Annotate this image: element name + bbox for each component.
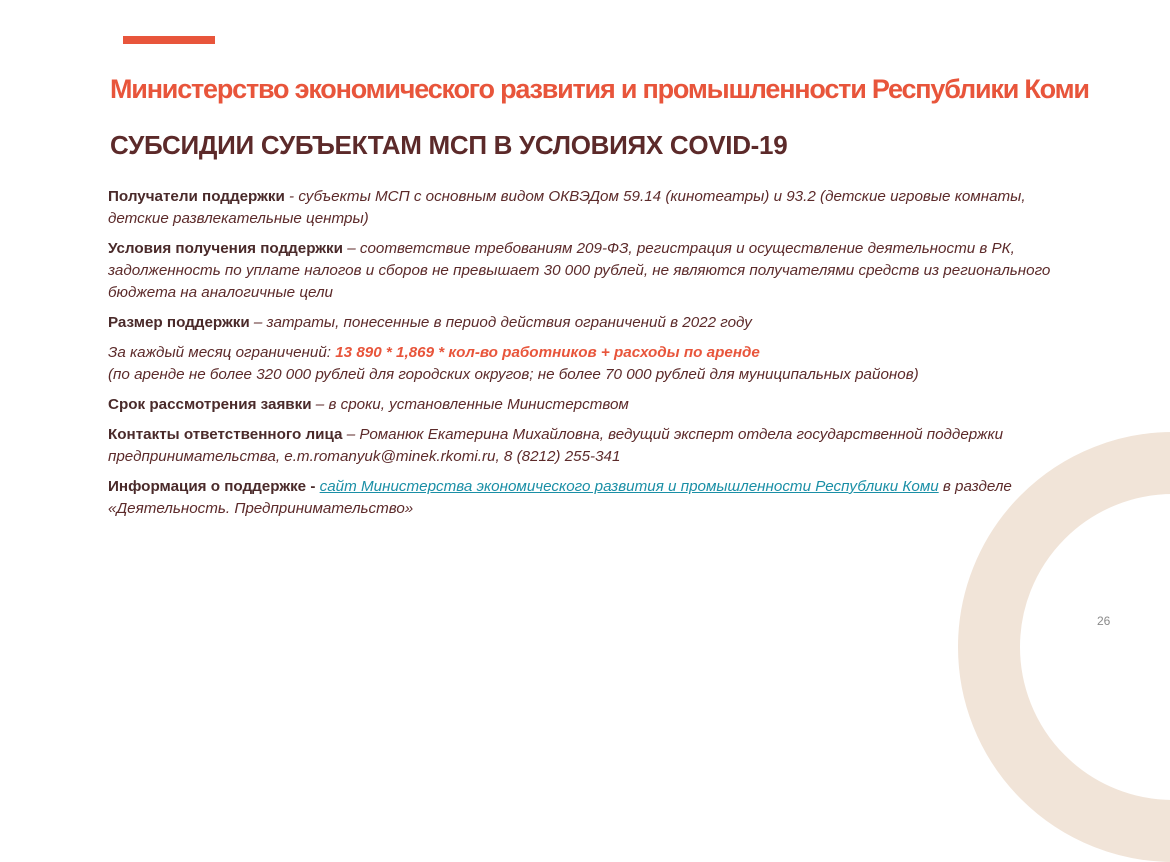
monthly-note: (по аренде не более 320 000 рублей для городских округов; не более 70 000 рублей для муниципальных районов)	[108, 366, 919, 383]
info-text: в разделе «Деятельность. Предпринимательство»	[108, 478, 1012, 517]
amount-label: Размер поддержки	[108, 314, 250, 331]
review-paragraph	[108, 394, 1083, 416]
recipients-label: Получатели поддержки	[108, 188, 285, 205]
review-label: Срок рассмотрения заявки	[108, 396, 312, 413]
contacts-text: – Романюк Екатерина Михайловна, ведущий эксперт отдела государственной поддержки предпринимательства, e.m.romanyuk@minek.rkomi.ru, 8 (8212) 255-341	[108, 426, 1004, 465]
ministry-name: Министерство экономического развития и промышленности Республики Коми	[110, 74, 1089, 104]
info-paragraph	[108, 476, 1083, 520]
monthly-prefix: За каждый месяц ограничений:	[108, 344, 336, 361]
conditions-paragraph	[108, 238, 1083, 304]
review-text: – в сроки, установленные Министерством	[311, 396, 629, 413]
amount-text: – затраты, понесенные в период действия ограничений в 2022 году	[249, 314, 752, 331]
recipients-paragraph	[108, 186, 1083, 230]
contacts-paragraph	[108, 424, 1083, 468]
info-label: Информация о поддержке -	[108, 478, 320, 495]
monthly-formula: 13 890 * 1,869 * кол-во работников + расходы по аренде	[335, 344, 760, 361]
page-title: СУБСИДИИ СУБЪЕКТАМ МСП В УСЛОВИЯХ COVID-19	[110, 130, 788, 160]
page-number: 26	[1097, 614, 1111, 628]
contacts-label: Контакты ответственного лица	[108, 426, 343, 443]
content	[108, 186, 1083, 528]
amount-paragraph	[108, 312, 1083, 334]
conditions-text: – соответствие требованиям 209-ФЗ, регистрация и осуществление деятельности в РК, задолженность по уплате налогов и сборов не превышает 30 000 рублей, не являются получателями средств из регионального бюджета на аналогичные цели	[108, 240, 1051, 301]
conditions-label: Условия получения поддержки	[108, 240, 343, 257]
accent-bar	[123, 36, 215, 44]
monthly-paragraph	[108, 342, 1083, 386]
ministry-site-link[interactable]: сайт Министерства экономического развития и промышленности Республики Коми	[319, 478, 939, 495]
recipients-text: - субъекты МСП с основным видом ОКВЭДом 59.14 (кинотеатры) и 93.2 (детские игровые комнаты, детские развлекательные центры)	[108, 188, 1026, 227]
